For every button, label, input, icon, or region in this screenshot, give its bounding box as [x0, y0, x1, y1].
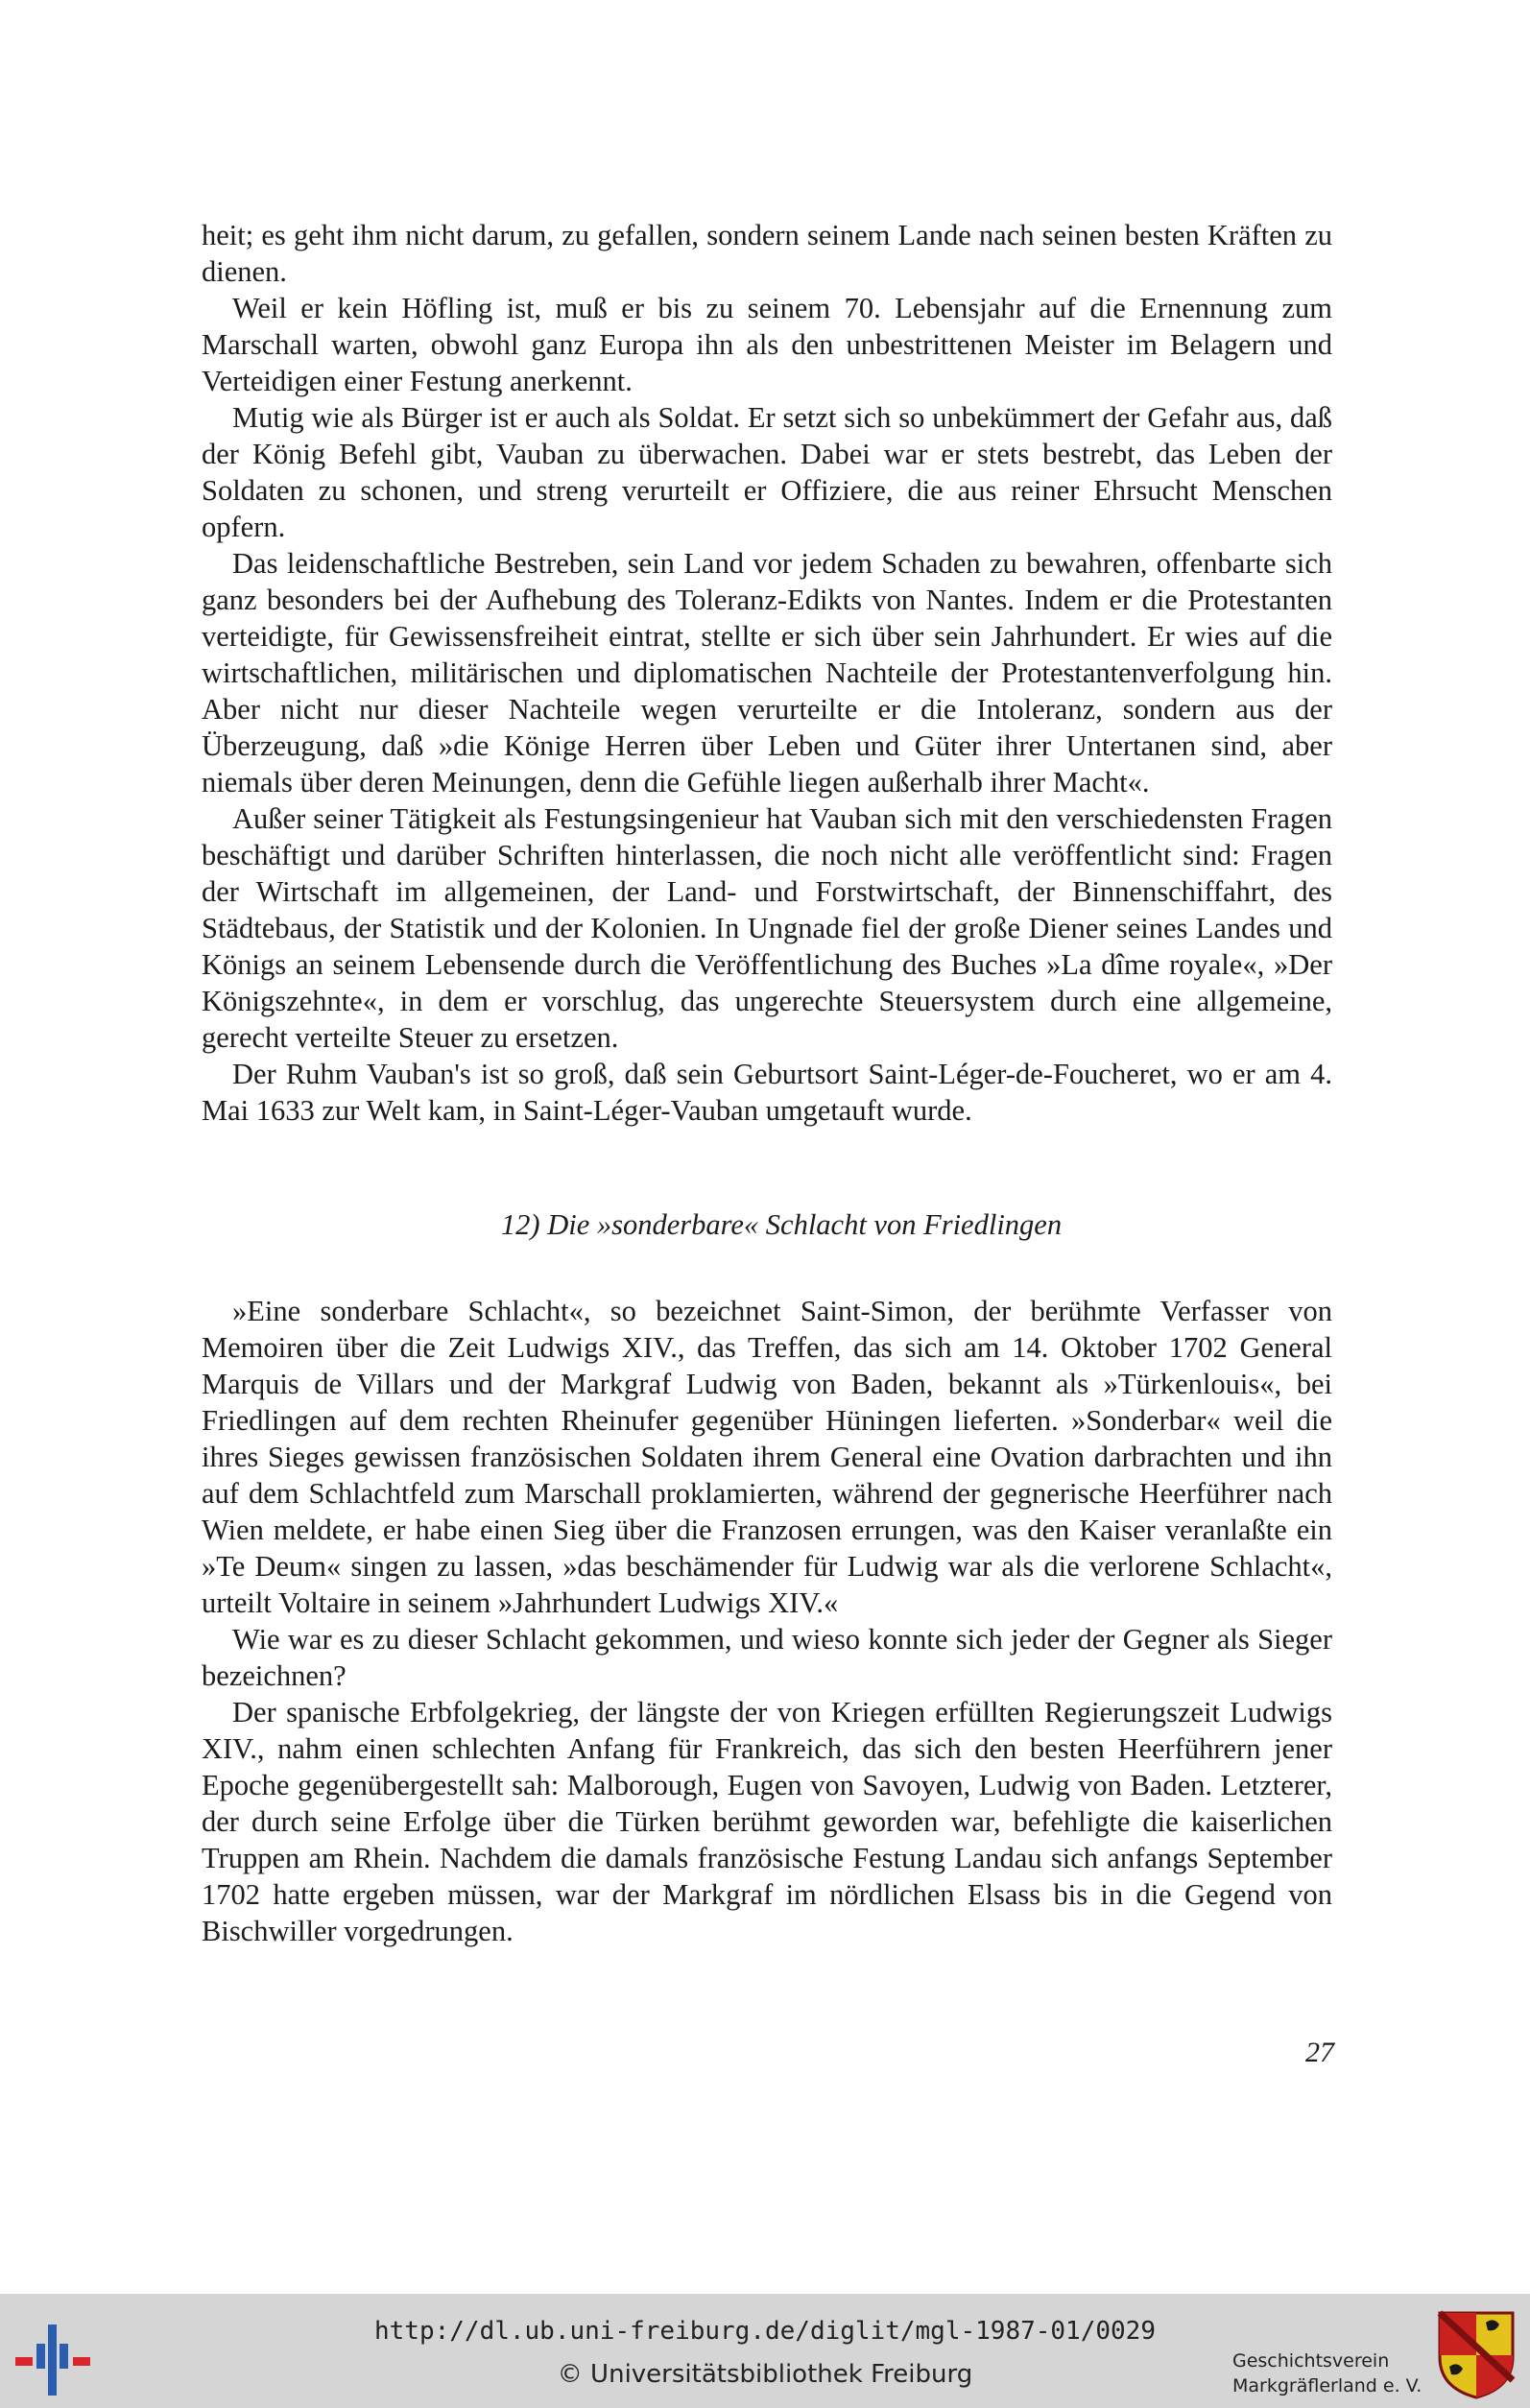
footer-bar — [0, 2294, 1530, 2408]
paragraph: Der Ruhm Vauban's ist so groß, daß sein Geburtsort Saint-Léger-de-Foucheret, wo er am 4. Mai 1633 zur Welt kam, in Saint-Léger-Vauban umgetauft wurde. — [202, 1058, 1332, 1127]
society-line-2: Markgräflerland e. V. — [1232, 2375, 1422, 2396]
paragraph: »Eine sonderbare Schlacht«, so bezeichnet Saint-Simon, der berühmte Verfasser von Memoiren über die Zeit Ludwigs XIV., das Treffen, das sich am 14. Oktober 1702 General Marquis de Villars und der Markgraf Ludwig von Baden, bekannt als »Türkenlouis«, bei Friedlingen auf dem rechten Rheinufer gegenüber Hüningen lieferten. »Sonderbar« weil die ihres Sieges gewissen französischen Soldaten ihrem General eine Ovation darbrachten und ihn auf dem Schlachtfeld zum Marschall proklamierten, während der gegnerische Heerführer nach Wien meldete, er habe einen Sieg über die Franzosen errungen, was den Kaiser veranlaßte ein »Te Deum« singen zu lassen, »das beschämender für Ludwig war als die verlorene Schlacht«, urteilt Voltaire in seinem »Jahrhundert Ludwigs XIV.« — [202, 1295, 1332, 1619]
society-name — [1232, 2348, 1424, 2398]
body-text — [202, 217, 1332, 1949]
paragraph: Das leidenschaftliche Bestreben, sein Land vor jedem Schaden zu bewahren, offenbarte sich ganz besonders bei der Aufhebung des Toleranz-Edikts von Nantes. Indem er die Protestanten verteidigte, für Gewissensfreiheit eintrat, stellte er sich über sein Jahrhundert. Er wies auf die wirtschaftlichen, militärischen und diplomatischen Nachteile der Protestantenverfolgung hin. Aber nicht nur dieser Nachteile wegen verurteilte er die Intoleranz, sondern aus der Überzeugung, daß »die Könige Herren über Leben und Güter ihrer Untertanen sind, aber niemals über deren Meinungen, denn die Gefühle liegen außerhalb ihrer Macht«. — [202, 547, 1332, 799]
paragraph: heit; es geht ihm nicht darum, zu gefallen, sondern seinem Lande nach seinen besten Kräften zu dienen. — [202, 219, 1332, 288]
paragraph: Außer seiner Tätigkeit als Festungsingenieur hat Vauban sich mit den verschiedensten Fragen beschäftigt und darüber Schriften hinterlassen, die noch nicht alle veröffentlicht sind: Fragen der Wirtschaft im allgemeinen, der Land- und Forstwirtschaft, der Binnenschiffahrt, des Städtebaus, der Statistik und der Kolonien. In Ungnade fiel der große Diener seines Landes und Königs an seinem Lebensende durch die Veröffentlichung des Buches »La dîme royale«, »Der Königszehnte«, in dem er vorschlug, das ungerechte Steuersystem durch eine allgemeine, gerecht verteilte Steuer zu ersetzen. — [202, 802, 1332, 1054]
footer-url-link[interactable]: http://dl.ub.uni-freiburg.de/diglit/mgl-1987-01/0029 — [374, 2317, 1156, 2346]
society-line-1: Geschichtsverein — [1232, 2350, 1390, 2372]
paragraph: Weil er kein Höfling ist, muß er bis zu seinem 70. Lebensjahr auf die Ernennung zum Marschall warten, obwohl ganz Europa ihn als den unbestrittenen Meister im Belagern und Verteidigen einer Festung anerkennt. — [202, 292, 1332, 397]
paragraph: Mutig wie als Bürger ist er auch als Soldat. Er setzt sich so unbekümmert der Gefahr aus, daß der König Befehl gibt, Vauban zu überwachen. Dabei war er stets bestrebt, das Leben der Soldaten zu schonen, und streng verurteilt er Offiziere, die aus reiner Ehrsucht Menschen opfern. — [202, 401, 1332, 543]
paragraph: Der spanische Erbfolgekrieg, der längste der von Kriegen erfüllten Regierungszeit Ludwigs XIV., nahm einen schlechten Anfang für Frankreich, das sich den besten Heerführern jener Epoche gegenübergestellt sah: Malborough, Eugen von Savoyen, Ludwig von Baden. Letzterer, der durch seine Erfolge über die Türken berühmt geworden war, befehligte die kaiserlichen Truppen am Rhein. Nachdem die damals französische Festung Landau sich anfangs September 1702 hatte ergeben müssen, war der Markgraf im nördlichen Elsass bis in die Gegend von Bischwiller vorgedrungen. — [202, 1696, 1332, 1947]
coat-of-arms-icon — [1436, 2309, 1517, 2399]
section-title: 12) Die »sonderbare« Schlacht von Friedlingen — [500, 1208, 1063, 1241]
footer-copyright: © Universitätsbibliothek Freiburg — [557, 2360, 973, 2389]
page-number: 27 — [1305, 2037, 1334, 2068]
paragraph: Wie war es zu dieser Schlacht gekommen, und wieso konnte sich jeder der Gegner als Sieger bezeichnen? — [202, 1623, 1332, 1692]
